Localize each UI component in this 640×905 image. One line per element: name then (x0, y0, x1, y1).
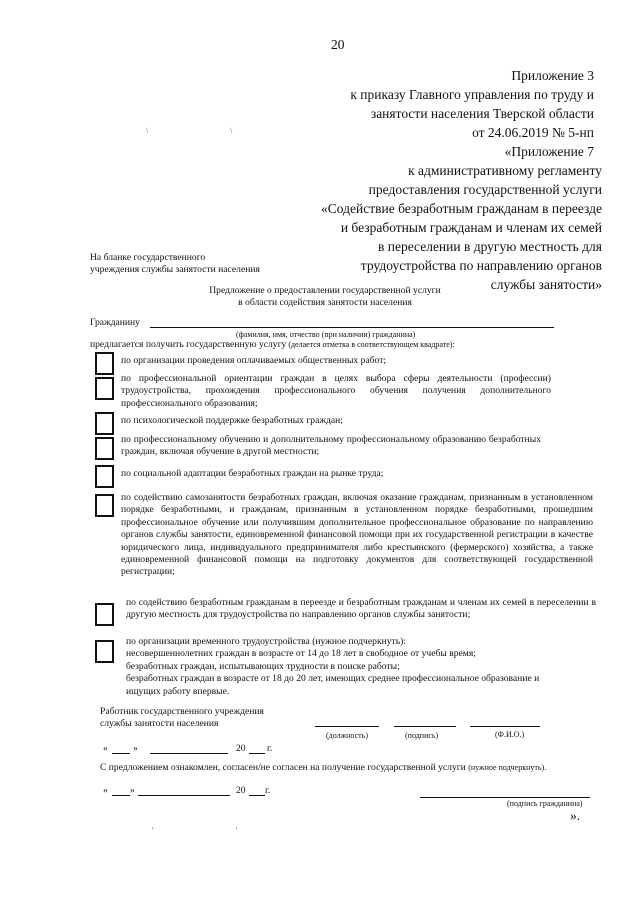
citizen-date-year-suffix: г. (265, 785, 271, 796)
offer-line-note: (делается отметка в соответствующем квадрате): (286, 340, 455, 349)
worker-signature-line[interactable] (394, 726, 456, 727)
offer-line (90, 339, 455, 351)
citizen-name-line[interactable] (150, 327, 554, 328)
page-number: 20 (331, 37, 345, 52)
citizen-date-close-quote: » (130, 785, 135, 796)
appendix-7-line: предоставления государственной услуги (368, 182, 602, 197)
option-text-psych-support: по психологической поддержке безработных граждан; (121, 415, 343, 426)
form-title-line: в области содействия занятости населения (238, 297, 412, 309)
appendix-7-line: «Содействие безработным гражданам в переезде (321, 201, 602, 216)
option-checkbox-relocation[interactable] (95, 603, 114, 626)
acknowledgement-text (100, 762, 590, 774)
appendix-7-line: и безработным гражданам и членам их семей (340, 220, 602, 235)
scan-speck: \ (146, 126, 149, 135)
appendix-3-line: к приказу Главного управления по труду и (350, 87, 594, 102)
temporary-employment-heading: по организации временного трудоустройства (нужное подчеркнуть): (126, 636, 406, 647)
worker-date-year-suffix: г. (267, 743, 273, 754)
citizen-date-month-line[interactable] (138, 795, 230, 796)
option-text-vocational-training: по профессиональному обучению и дополнительному профессиональному образованию безработных граждан, включая обучение в другой местности; (121, 434, 541, 458)
acknowledgement-main: С предложением ознакомлен, согласен/не согласен на получение государственной услуги (100, 762, 466, 773)
caption-position: (должность) (326, 731, 368, 740)
worker-date-day-line[interactable] (112, 753, 130, 754)
letterhead-line: учреждения службы занятости населения (90, 264, 260, 276)
worker-position-line[interactable] (315, 726, 379, 727)
option-text-temporary-employment (126, 636, 566, 698)
option-text-career-guidance: по профессиональной ориентации граждан в целях выбора сферы деятельности (профессии) трудоустройства, прохождения профессионального обучения получения дополнительного профессионального образования; (121, 373, 551, 409)
worker-date-month-line[interactable] (150, 753, 228, 754)
option-checkbox-self-employment[interactable] (95, 494, 114, 517)
appendix-3-line: занятости населения Тверской области (370, 106, 594, 121)
temp-employment-item[interactable]: безработных граждан, испытывающих трудности в поиске работы; (126, 660, 400, 672)
worker-date-year-prefix: 20 (236, 743, 246, 754)
appendix-7-line: трудоустройства по направлению органов (360, 258, 602, 273)
worker-date-close-quote: » (133, 743, 138, 754)
option-checkbox-vocational-training[interactable] (95, 437, 114, 460)
appendix-7-line: к административному регламенту (408, 163, 602, 178)
option-text-public-works: по организации проведения оплачиваемых общественных работ; (121, 355, 387, 366)
scan-speck: \ (230, 126, 233, 135)
form-title (170, 285, 480, 310)
citizen-label: Гражданину (90, 317, 140, 328)
citizen-date-day-line[interactable] (112, 795, 130, 796)
scan-speck: ' (152, 826, 154, 835)
option-checkbox-public-works[interactable] (95, 352, 114, 375)
appendix-7-line: службы занятости» (490, 277, 602, 292)
caption-name: (Ф.И.О.) (495, 730, 525, 739)
option-checkbox-psych-support[interactable] (95, 412, 114, 435)
acknowledgement-note: (нужное подчеркнуть). (468, 763, 547, 772)
worker-name-line[interactable] (470, 726, 540, 727)
citizen-date-year-line[interactable] (249, 795, 265, 796)
offer-line-main: предлагается получить государственную услугу (90, 339, 287, 350)
appendix-7-line: «Приложение 7 (504, 144, 594, 159)
closing-quote: ». (570, 808, 581, 823)
option-checkbox-social-adaptation[interactable] (95, 465, 114, 488)
option-text-self-employment: по содействию самозанятости безработных граждан, включая оказание гражданам, признанным в установленном порядке безработными, и гражданам, признанным в установленном порядке безработными, прошедшим профессиональное обучение или получившим дополнительное профессиональное образование по направлению органов службы занятости, единовременной финансовой помощи при их государственной регистрации в качестве юридического лица, индивидуального предпринимателя либо крестьянского (фермерского) хозяйства, а также единовременной финансовой помощи на подготовку документов для соответствующей государственной регистрации; (121, 492, 593, 578)
worker-label-line: службы занятости населения (100, 718, 219, 730)
worker-date-year-line[interactable] (249, 753, 265, 754)
caption-signature: (подпись) (405, 731, 439, 740)
appendix-3-line: от 24.06.2019 № 5-нп (472, 125, 594, 140)
option-checkbox-temporary-employment[interactable] (95, 640, 114, 663)
appendix-3-line: Приложение 3 (511, 68, 594, 83)
worker-label (100, 706, 264, 731)
form-title-line: Предложение о предоставлении государственной услуги (209, 285, 441, 296)
worker-date-open-quote: « (103, 743, 108, 754)
temp-employment-item[interactable]: безработных граждан в возрасте от 18 до 20 лет, имеющих среднее профессиональное образование и ищущих работу впервые. (126, 673, 540, 697)
letterhead-note (90, 252, 350, 277)
appendix-3-header (194, 66, 594, 142)
option-checkbox-career-guidance[interactable] (95, 377, 114, 400)
temp-employment-item[interactable]: несовершеннолетних граждан в возрасте от 14 до 18 лет в свободное от учебы время; (126, 648, 476, 660)
letterhead-line: На бланке государственного (90, 252, 206, 263)
citizen-date-open-quote: « (103, 785, 108, 796)
citizen-date-year-prefix: 20 (236, 785, 246, 796)
option-text-relocation: по содействию безработным гражданам в переезде и безработным гражданам и членам их семей в переселении в другую местность для трудоустройства по направлению органов службы занятости; (126, 597, 596, 621)
appendix-7-line: в переселении в другую местность для (378, 239, 602, 254)
option-text-social-adaptation: по социальной адаптации безработных граждан на рынке труда; (121, 468, 384, 479)
citizen-caption: (фамилия, имя, отчество (при наличии) гражданина) (236, 330, 416, 339)
scan-speck: ' (236, 826, 238, 835)
worker-label-line: Работник государственного учреждения (100, 706, 264, 717)
citizen-signature-caption: (подпись гражданина) (507, 799, 583, 808)
